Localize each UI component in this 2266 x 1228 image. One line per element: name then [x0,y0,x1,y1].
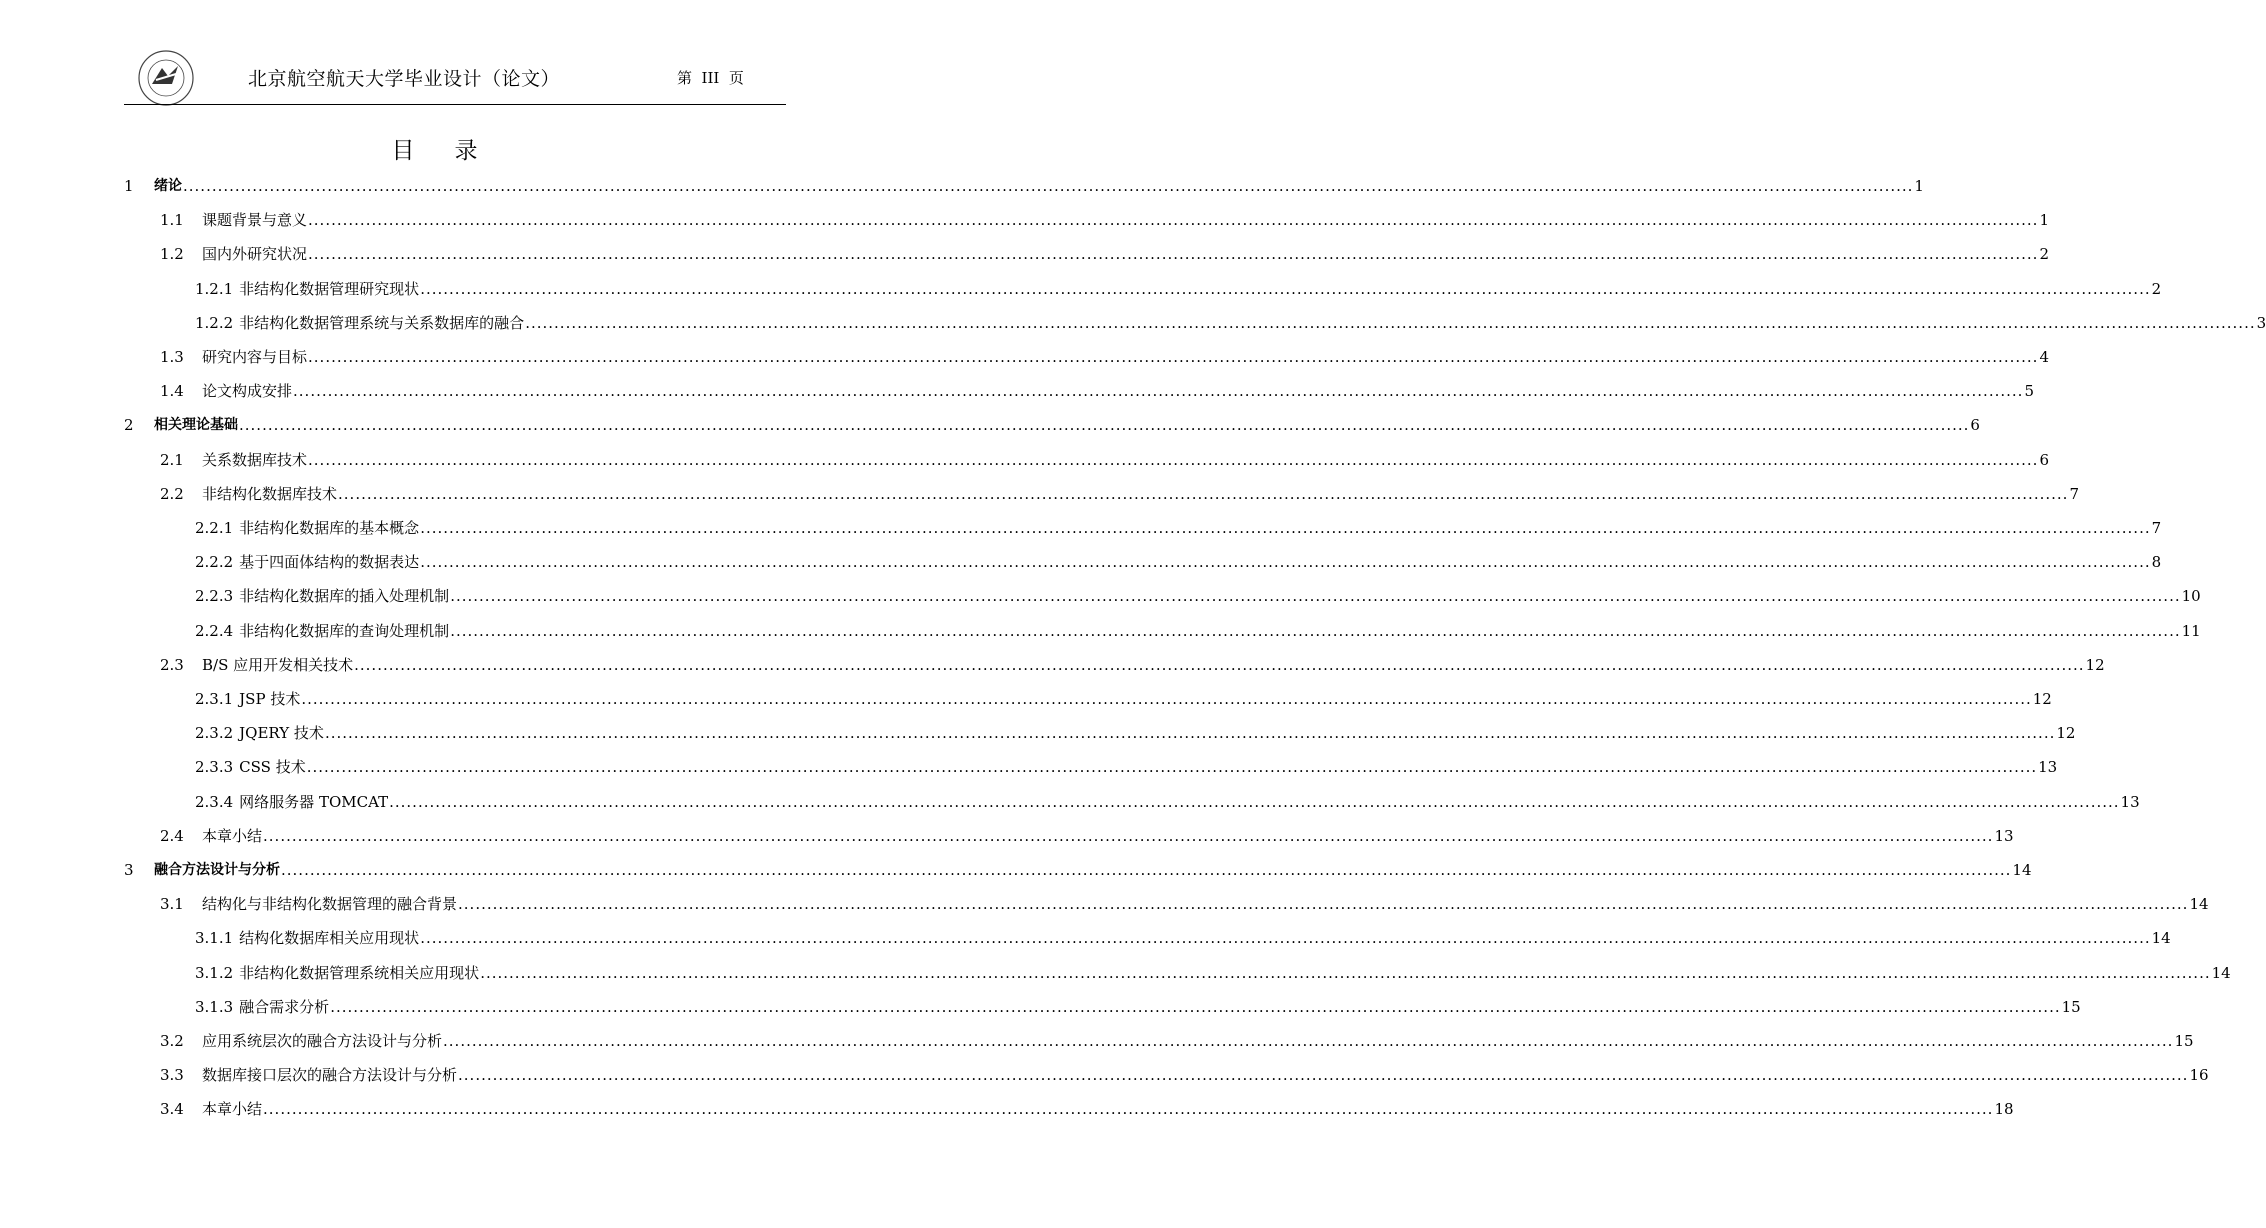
toc-entry[interactable] [160,1064,2209,1086]
toc-entry[interactable] [195,722,2076,744]
toc-dot-leader: ............................................................................................................................................................................................................................................................................................................ [420,519,2151,537]
toc-entry[interactable] [160,243,2049,265]
toc-entry-number: 2.3.2 [195,724,234,743]
header-divider [124,104,786,105]
toc-entry-title: 相关理论基础 [154,417,238,434]
toc-entry[interactable] [195,551,2162,573]
toc-entry-title: 非结构化数据管理研究现状 [239,279,420,298]
toc-entry-page: 2 [2039,245,2049,264]
toc-dot-leader: ............................................................................................................................................................................................................................................................................................................ [480,963,2211,982]
toc-entry-number: 1.1 [160,211,184,230]
toc-entry-page: 18 [1994,1100,2014,1119]
toc-entry-number: 2.3.1 [195,690,234,708]
toc-entry-number: 2.3.4 [195,792,234,811]
toc-entry-title: 结构化数据库相关应用现状 [239,929,420,948]
toc-entry-page: 14 [2211,963,2231,982]
toc-title: 目录 [391,138,518,164]
toc-dot-leader: ............................................................................................................................................................................................................................................................................................................ [308,348,2039,366]
toc-entry-title: 网络服务器 TOMCAT [239,792,389,811]
toc-entry-page: 15 [2061,997,2081,1016]
toc-entry-number: 2.3 [160,655,184,674]
toc-dot-leader: ............................................................................................................................................................................................................................................................................................................ [324,724,2056,743]
toc-dot-leader: ............................................................................................................................................................................................................................................................................................................ [263,826,1994,845]
toc-entry[interactable] [160,825,2014,847]
toc-dot-leader: ............................................................................................................................................................................................................................................................................................................ [389,792,2120,811]
toc-entry-title: 绪论 [154,178,182,194]
toc-dot-leader: ............................................................................................................................................................................................................................................................................................................ [450,621,2181,640]
toc-entry[interactable] [195,791,2140,813]
toc-entry-page: 16 [2189,1066,2209,1085]
toc-dot-leader: ............................................................................................................................................................................................................................................................................................................ [420,929,2151,948]
toc-dot-leader: ............................................................................................................................................................................................................................................................................................................ [420,553,2151,572]
toc-entry[interactable] [195,312,2266,334]
toc-dot-leader: ............................................................................................................................................................................................................................................................................................................ [330,997,2061,1016]
toc-entry[interactable] [160,1098,2014,1120]
toc-entry-number: 1 [124,177,134,195]
toc-entry-title: 基于四面体结构的数据表达 [239,553,420,572]
toc-entry-title: 论文构成安排 [202,382,293,401]
toc-entry[interactable] [195,927,2171,949]
toc-entry-page: 8 [2151,553,2162,572]
toc-dot-leader: ............................................................................................................................................................................................................................................................................................................ [239,416,1970,435]
toc-entry-page: 1 [2039,211,2049,230]
toc-entry-number: 2 [124,416,134,435]
toc-entry-number: 2.4 [160,826,184,845]
toc-entry-number: 2.2.2 [195,553,234,572]
toc-dot-leader: ............................................................................................................................................................................................................................................................................................................ [281,861,2012,879]
toc-entry-page: 1 [1914,177,1924,195]
toc-entry-number: 2.1 [160,450,184,469]
page-header [124,40,786,104]
toc-entry-page: 4 [2039,348,2049,366]
toc-entry-page: 3 [2256,313,2266,332]
toc-entry[interactable] [195,756,2058,778]
toc-entry[interactable] [160,654,2105,676]
toc-entry-title: 非结构化数据库的查询处理机制 [239,621,450,640]
toc-entry-page: 15 [2174,1032,2194,1050]
toc-entry-title: 结构化与非结构化数据管理的融合背景 [202,895,458,914]
toc-entry-number: 3.1.3 [195,997,234,1016]
toc-dot-leader: ............................................................................................................................................................................................................................................................................................................ [183,177,1914,195]
toc-entry-title: 数据库接口层次的融合方法设计与分析 [202,1066,458,1085]
toc-dot-leader: ............................................................................................................................................................................................................................................................................................................ [263,1100,1994,1119]
toc-entry-title: 非结构化数据库技术 [202,484,338,503]
toc-entry-page: 14 [2189,895,2209,914]
toc-entry[interactable] [195,996,2081,1018]
toc-dot-leader: ............................................................................................................................................................................................................................................................................................................ [420,279,2151,298]
toc-entry[interactable] [160,380,2034,402]
toc-entry-page: 2 [2151,279,2162,298]
toc-entry[interactable] [160,483,2079,505]
toc-entry-title: JQERY 技术 [239,724,324,743]
toc-entry-number: 1.2 [160,245,184,264]
toc-dot-leader: ............................................................................................................................................................................................................................................................................................................ [308,245,2039,264]
toc-entry-page: 5 [2024,382,2034,401]
toc-entry-title: CSS 技术 [239,758,306,777]
toc-entry-page: 12 [2032,690,2052,708]
toc-entry-number: 3.4 [160,1100,184,1119]
toc-entry-page: 14 [2151,929,2171,948]
toc-dot-leader: ............................................................................................................................................................................................................................................................................................................ [308,211,2039,230]
toc-entry-title: 关系数据库技术 [202,450,308,469]
toc-entry-number: 3.1 [160,895,184,914]
toc-dot-leader: ............................................................................................................................................................................................................................................................................................................ [306,758,2038,777]
toc-entry-page: 12 [2085,655,2105,674]
toc-entry-title: B/S 应用开发相关技术 [202,655,354,674]
toc-entry-page: 13 [2038,758,2058,777]
toc-entry-number: 3.1.1 [195,929,234,948]
toc-dot-leader: ............................................................................................................................................................................................................................................................................................................ [338,484,2069,503]
toc-entry-page: 6 [1970,416,1980,435]
toc-dot-leader: ............................................................................................................................................................................................................................................................................................................ [308,450,2039,469]
toc-entry-page: 7 [2069,484,2079,503]
toc-entry[interactable] [195,962,2231,984]
toc-dot-leader: ............................................................................................................................................................................................................................................................................................................ [293,382,2024,401]
toc-entry-title: 国内外研究状况 [202,245,308,264]
toc-entry-number: 2.2.3 [195,587,234,606]
toc-entry-title: 研究内容与目标 [202,348,308,366]
toc-entry-title: 课题背景与意义 [202,211,308,230]
toc-entry-title: 融合方法设计与分析 [154,862,280,878]
university-logo-icon [138,50,194,106]
toc-entry-page: 6 [2039,450,2049,469]
toc-entry-number: 1.4 [160,382,184,401]
toc-entry-page: 7 [2151,519,2162,537]
header-title: 北京航空航天大学毕业设计（论文） [248,68,561,90]
toc-entry-number: 2.2.1 [195,519,234,537]
toc-entry-number: 1.3 [160,348,184,366]
toc-entry[interactable] [160,449,2049,471]
toc-entry[interactable] [160,209,2049,231]
toc-entry[interactable] [124,414,1980,436]
toc-entry[interactable] [124,859,2032,881]
header-page-number: 第 III 页 [677,69,744,87]
toc-dot-leader: ............................................................................................................................................................................................................................................................................................................ [525,313,2256,332]
toc-entry-number: 2.2 [160,484,184,503]
toc-entry-title: 本章小结 [202,826,263,845]
toc-entry-title: 非结构化数据管理系统相关应用现状 [239,963,480,982]
toc-entry-number: 3 [124,861,134,879]
toc-entry[interactable] [160,1030,2194,1052]
toc-entry-number: 2.2.4 [195,621,234,640]
toc-entry[interactable] [195,585,2201,607]
toc-entry-title: 融合需求分析 [239,997,330,1016]
toc-entry-number: 2.3.3 [195,758,234,777]
toc-dot-leader: ............................................................................................................................................................................................................................................................................................................ [458,895,2189,914]
toc-entry[interactable] [124,175,1924,197]
toc-entry[interactable] [160,893,2209,915]
toc-entry-page: 13 [1994,826,2014,845]
toc-dot-leader: ............................................................................................................................................................................................................................................................................................................ [301,690,2032,708]
toc-entry-title: 非结构化数据库的插入处理机制 [239,587,450,606]
toc-entry-page: 14 [2012,861,2032,879]
toc-entry-number: 3.1.2 [195,963,234,982]
toc-entry-page: 13 [2120,792,2140,811]
toc-entry-page: 12 [2056,724,2076,743]
toc-entry-page: 10 [2181,587,2201,606]
toc-entry-title: 非结构化数据库的基本概念 [239,519,420,537]
toc-dot-leader: ............................................................................................................................................................................................................................................................................................................ [450,587,2181,606]
toc-entry-title: JSP 技术 [239,690,301,708]
toc-entry[interactable] [195,517,2162,539]
toc-dot-leader: ............................................................................................................................................................................................................................................................................................................ [443,1032,2174,1050]
toc-dot-leader: ............................................................................................................................................................................................................................................................................................................ [354,655,2085,674]
toc-entry-number: 1.2.1 [195,279,234,298]
toc-entry-title: 非结构化数据管理系统与关系数据库的融合 [239,313,525,332]
toc-entry-page: 11 [2181,621,2201,640]
toc-entry-title: 应用系统层次的融合方法设计与分析 [202,1032,443,1050]
toc-entry[interactable] [160,346,2049,368]
toc-entry-number: 1.2.2 [195,313,234,332]
toc-entry[interactable] [195,278,2162,300]
toc-entry[interactable] [195,688,2052,710]
toc-dot-leader: ............................................................................................................................................................................................................................................................................................................ [458,1066,2189,1085]
toc-entry-title: 本章小结 [202,1100,263,1119]
toc-entry-number: 3.2 [160,1032,184,1050]
toc-entry-number: 3.3 [160,1066,184,1085]
toc-entry[interactable] [195,620,2201,642]
